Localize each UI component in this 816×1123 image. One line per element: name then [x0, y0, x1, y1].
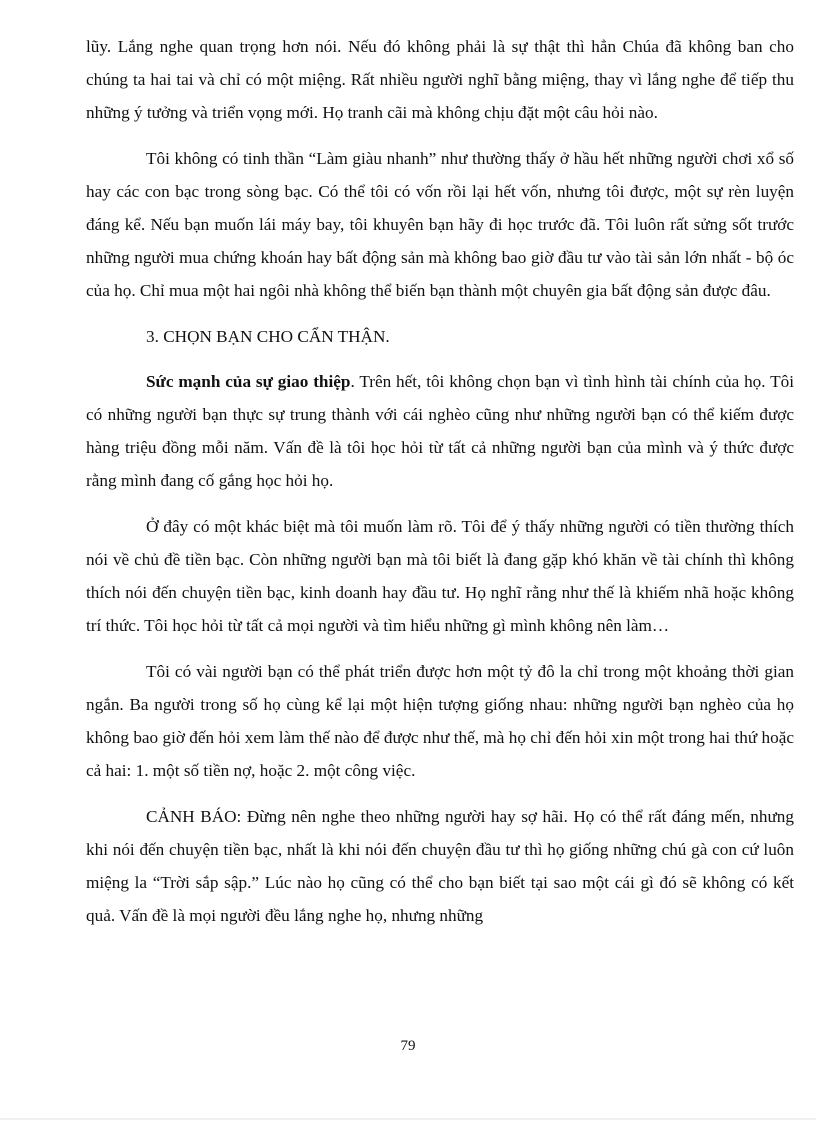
page-bottom-edge: [0, 1118, 816, 1120]
paragraph-4: Ở đây có một khác biệt mà tôi muốn làm rõ. Tôi để ý thấy những người có tiền thường thích nói về chủ đề tiền bạc. Còn những người bạn mà tôi biết là đang gặp khó khăn về tài chính thì không thích nói đến chuyện tiền bạc, kinh doanh hay đầu tư. Họ nghĩ rằng như thế là khiếm nhã hoặc không trí thức. Tôi học hỏi từ tất cả mọi người và tìm hiểu những gì mình không nên làm…: [86, 517, 794, 635]
paragraph-2: Tôi không có tinh thần “Làm giàu nhanh” như thường thấy ở hầu hết những người chơi xổ số hay các con bạc trong sòng bạc. Có thể tôi có vốn rồi lại hết vốn, nhưng tôi được, một sự rèn luyện đáng kể. Nếu bạn muốn lái máy bay, tôi khuyên bạn hãy đi học trước đã. Tôi luôn rất sửng sốt trước những người mua chứng khoán hay bất động sản mà không bao giờ đầu tư vào tài sản lớn nhất - bộ óc của họ. Chỉ mua một hai ngôi nhà không thể biến bạn thành một chuyên gia bất động sản được đâu.: [86, 149, 794, 300]
paragraph-3-text: . Trên hết, tôi không chọn bạn vì tình hình tài chính của họ. Tôi có những người bạn thực sự trung thành với cái nghèo cũng như những người bạn có thể kiếm được hàng triệu đồng mỗi năm. Vấn đề là tôi học hỏi từ tất cả những người bạn của mình và ý thức được rằng mình đang cố gắng học hỏi họ.: [86, 372, 794, 490]
paragraph-1: lũy. Lắng nghe quan trọng hơn nói. Nếu đó không phải là sự thật thì hẳn Chúa đã không ban cho chúng ta hai tai và chỉ có một miệng. Rất nhiều người nghĩ bằng miệng, thay vì lắng nghe để tiếp thu những ý tưởng và triển vọng mới. Họ tranh cãi mà không chịu đặt một câu hỏi nào.: [86, 37, 794, 122]
page-number: 79: [400, 1038, 416, 1054]
paragraph-6: CẢNH BÁO: Đừng nên nghe theo những người hay sợ hãi. Họ có thể rất đáng mến, nhưng khi nói đến chuyện tiền bạc, nhất là khi nói đến chuyện đầu tư thì họ giống những chú gà con cứ luôn miệng la “Trời sắp sập.” Lúc nào họ cũng có thể cho bạn biết tại sao một cái gì đó sẽ không có kết quả. Vấn đề là mọi người đều lắng nghe họ, nhưng những: [86, 807, 794, 925]
section-heading: 3. CHỌN BẠN CHO CẨN THẬN.: [146, 327, 390, 346]
paragraph-5: Tôi có vài người bạn có thể phát triển được hơn một tỷ đô la chỉ trong một khoảng thời gian ngắn. Ba người trong số họ cùng kể lại một hiện tượng giống nhau: những người bạn nghèo của họ không bao giờ đến hỏi xem làm thế nào để được như thế, mà họ chỉ đến hỏi xin một trong hai thứ hoặc cả hai: 1. một số tiền nợ, hoặc 2. một công việc.: [86, 662, 794, 780]
bold-lead-phrase: Sức mạnh của sự giao thiệp: [146, 372, 351, 391]
paragraph-3: [86, 365, 794, 497]
page-body: [86, 30, 794, 945]
